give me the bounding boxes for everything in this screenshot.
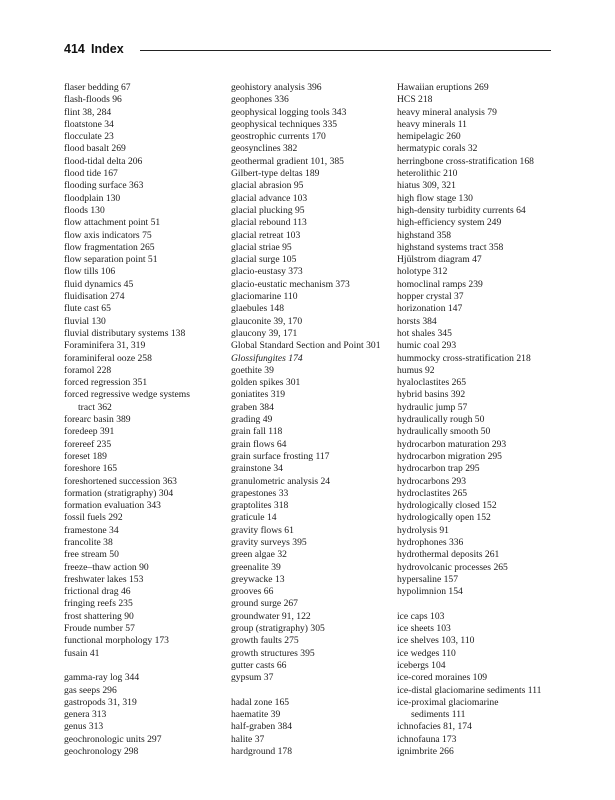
index-entry: flow axis indicators 75 xyxy=(64,229,152,241)
index-entry: ice-cored moraines 109 xyxy=(397,672,488,684)
index-entry: horizonation 147 xyxy=(397,303,463,315)
index-entry: glacial striae 95 xyxy=(231,241,292,253)
index-entry: growth faults 275 xyxy=(231,635,299,647)
index-entry: glacial abrasion 95 xyxy=(231,180,304,192)
index-entry: hydraulically smooth 50 xyxy=(397,426,491,438)
index-spacer xyxy=(231,685,399,697)
index-entry: fluid dynamics 45 xyxy=(64,278,134,290)
index-entry: formation (stratigraphy) 304 xyxy=(64,487,174,499)
index-entry: glaciomarine 110 xyxy=(231,291,298,303)
index-entry: hydrovolcanic processes 265 xyxy=(397,561,508,573)
index-entry: grainstone 34 xyxy=(231,463,283,475)
index-entry: golden spikes 301 xyxy=(231,377,301,389)
index-entry: freshwater lakes 153 xyxy=(64,573,144,585)
index-entry: half-graben 384 xyxy=(231,721,293,733)
index-entry: foraminiferal ooze 258 xyxy=(64,352,152,364)
index-entry: forereef 235 xyxy=(64,438,112,450)
index-entry: hyaloclastites 265 xyxy=(397,377,467,389)
index-entry: Hjülstrom diagram 47 xyxy=(397,254,482,266)
index-entry: green algae 32 xyxy=(231,549,287,561)
index-entry: homoclinal ramps 239 xyxy=(397,278,483,290)
index-entry: floodplain 130 xyxy=(64,192,121,204)
index-entry: tract 362 xyxy=(78,401,112,413)
index-entry: group (stratigraphy) 305 xyxy=(231,623,325,635)
index-entry: flocculate 23 xyxy=(64,131,114,143)
index-entry: gamma-ray log 344 xyxy=(64,672,140,684)
index-entry: gypsum 37 xyxy=(231,672,274,684)
index-entry: hydrologically open 152 xyxy=(397,512,491,524)
index-entry: glacio-eustatic mechanism 373 xyxy=(231,278,350,290)
index-entry: hermatypic corals 32 xyxy=(397,143,478,155)
index-entry: goniatites 319 xyxy=(231,389,286,401)
index-entry: fluvial 130 xyxy=(64,315,106,327)
index-entry: glacial surge 105 xyxy=(231,254,297,266)
index-entry: graticule 14 xyxy=(231,512,277,524)
index-entry: glacial retreat 103 xyxy=(231,229,301,241)
index-spacer xyxy=(397,598,572,610)
index-entry: icebergs 104 xyxy=(397,659,446,671)
index-entry: genera 313 xyxy=(64,709,107,721)
index-entry: formation evaluation 343 xyxy=(64,500,161,512)
index-entry: foreset 189 xyxy=(64,450,107,462)
index-entry: humus 92 xyxy=(397,364,435,376)
index-entry: francolite 38 xyxy=(64,536,113,548)
index-entry: functional morphology 173 xyxy=(64,635,169,647)
index-entry: floods 130 xyxy=(64,204,105,216)
index-entry: flood-tidal delta 206 xyxy=(64,155,143,167)
index-entry: grading 49 xyxy=(231,414,273,426)
index-entry: framestone 34 xyxy=(64,524,119,536)
index-entry: flute cast 65 xyxy=(64,303,111,315)
index-entry: herringbone cross-stratification 168 xyxy=(397,155,534,167)
page-title: Index xyxy=(91,42,124,56)
index-entry: glacial advance 103 xyxy=(231,192,308,204)
index-entry: hydrocarbon maturation 293 xyxy=(397,438,507,450)
index-entry: hadal zone 165 xyxy=(231,696,290,708)
index-entry: hypolimnion 154 xyxy=(397,586,463,598)
index-entry: hydrophones 336 xyxy=(397,536,464,548)
index-entry: ichnofacies 81, 174 xyxy=(397,721,472,733)
index-entry: forced regressive wedge systems xyxy=(64,389,191,401)
index-entry: Hawaiian eruptions 269 xyxy=(397,82,489,93)
index-entry: flood tide 167 xyxy=(64,168,118,180)
index-entry: ice wedges 110 xyxy=(397,647,456,659)
index-entry: high-efficiency system 249 xyxy=(397,217,502,229)
index-entry: flow attachment point 51 xyxy=(64,217,161,229)
index-entry: flint 38, 284 xyxy=(64,106,112,118)
index-entry: geothermal gradient 101, 385 xyxy=(231,155,344,167)
index-entry: flow fragmentation 265 xyxy=(64,241,155,253)
index-entry: geochronology 298 xyxy=(64,746,139,758)
index-entry: hiatus 309, 321 xyxy=(397,180,456,192)
index-entry: fusain 41 xyxy=(64,647,100,659)
index-entry: horsts 384 xyxy=(397,315,437,327)
index-entry: grain surface frosting 117 xyxy=(231,450,330,462)
index-column-2 xyxy=(231,82,399,758)
index-entry: foreshore 165 xyxy=(64,463,118,475)
index-entry: grain flows 64 xyxy=(231,438,287,450)
index-entry: fringing reefs 235 xyxy=(64,598,133,610)
index-entry: graptolites 318 xyxy=(231,500,289,512)
index-entry: geostrophic currents 170 xyxy=(231,131,326,143)
index-entry: hopper crystal 37 xyxy=(397,291,464,303)
index-entry: highstand 358 xyxy=(397,229,452,241)
index-entry: hybrid basins 392 xyxy=(397,389,466,401)
index-entry: grapestones 33 xyxy=(231,487,289,499)
index-entry: highstand systems tract 358 xyxy=(397,241,504,253)
index-entry: hummocky cross-stratification 218 xyxy=(397,352,531,364)
index-entry: gravity surveys 395 xyxy=(231,536,307,548)
index-entry: ice shelves 103, 110 xyxy=(397,635,475,647)
index-entry: hydrologically closed 152 xyxy=(397,500,497,512)
index-entry: forced regression 351 xyxy=(64,377,148,389)
header-rule xyxy=(140,50,551,51)
index-entry: flood basalt 269 xyxy=(64,143,126,155)
index-entry: Froude number 57 xyxy=(64,623,135,635)
index-entry: graben 384 xyxy=(231,401,274,413)
index-entry: geochronologic units 297 xyxy=(64,733,162,745)
index-entry: geophysical techniques 335 xyxy=(231,118,338,130)
index-entry: heavy mineral analysis 79 xyxy=(397,106,497,118)
index-entry: glauconite 39, 170 xyxy=(231,315,303,327)
index-entry: hydrolysis 91 xyxy=(397,524,449,536)
index-entry: flash-floods 96 xyxy=(64,94,122,106)
page-number: 414 xyxy=(64,42,85,56)
index-entry: grain fall 118 xyxy=(231,426,283,438)
index-entry: gutter casts 66 xyxy=(231,659,287,671)
index-entry: glacio-eustasy 373 xyxy=(231,266,303,278)
index-entry: ice caps 103 xyxy=(397,610,445,622)
index-spacer xyxy=(64,660,232,672)
index-entry: hydraulic jump 57 xyxy=(397,401,468,413)
index-entry: floatstone 34 xyxy=(64,118,114,130)
index-entry: hydrocarbon trap 295 xyxy=(397,463,480,475)
index-entry: HCS 218 xyxy=(397,94,433,106)
index-entry: humic coal 293 xyxy=(397,340,457,352)
page-header xyxy=(64,42,551,58)
index-entry: Glossifungites 174 xyxy=(231,352,303,364)
index-entry: ice-distal glaciomarine sediments 111 xyxy=(397,684,542,696)
index-entry: Foraminifera 31, 319 xyxy=(64,340,146,352)
index-entry: heterolithic 210 xyxy=(397,168,458,180)
index-entry: holotype 312 xyxy=(397,266,448,278)
index-entry: ignimbrite 266 xyxy=(397,746,454,758)
index-entry: Global Standard Section and Point 301 xyxy=(231,340,381,352)
index-entry: high-density turbidity currents 64 xyxy=(397,204,526,216)
index-entry: flaser bedding 67 xyxy=(64,82,131,93)
index-entry: foredeep 391 xyxy=(64,426,115,438)
index-entry: hot shales 345 xyxy=(397,327,452,339)
index-entry: sediments 111 xyxy=(411,709,466,721)
index-entry: foramol 228 xyxy=(64,364,112,376)
index-entry: halite 37 xyxy=(231,733,265,745)
index-entry: geosynclines 382 xyxy=(231,143,298,155)
index-entry: ice-proximal glaciomarine xyxy=(397,696,499,708)
index-entry: gas seeps 296 xyxy=(64,684,117,696)
index-entry: granulometric analysis 24 xyxy=(231,475,331,487)
index-entry: growth structures 395 xyxy=(231,647,315,659)
index-entry: geophysical logging tools 343 xyxy=(231,106,347,118)
index-entry: geohistory analysis 396 xyxy=(231,82,322,93)
index-entry: ichnofauna 173 xyxy=(397,733,457,745)
index-entry: freeze–thaw action 90 xyxy=(64,561,149,573)
index-entry: hydrocarbons 293 xyxy=(397,475,467,487)
index-column-1 xyxy=(64,82,232,758)
index-entry: hypersaline 157 xyxy=(397,573,459,585)
index-entry: grooves 66 xyxy=(231,586,274,598)
index-entry: glacial rebound 113 xyxy=(231,217,307,229)
index-entry: frost shattering 90 xyxy=(64,610,134,622)
index-entry: greywacke 13 xyxy=(231,573,285,585)
index-entry: frictional drag 46 xyxy=(64,586,131,598)
index-entry: haematite 39 xyxy=(231,709,281,721)
index-entry: hemipelagic 260 xyxy=(397,131,461,143)
index-entry: geophones 336 xyxy=(231,94,289,106)
index-entry: fluvial distributary systems 138 xyxy=(64,327,186,339)
index-entry: free stream 50 xyxy=(64,549,119,561)
index-entry: heavy minerals 11 xyxy=(397,118,467,130)
index-column-3 xyxy=(397,82,572,758)
index-entry: high flow stage 130 xyxy=(397,192,473,204)
index-entry: hydrocarbon migration 295 xyxy=(397,450,502,462)
index-entry: glaebules 148 xyxy=(231,303,285,315)
index-entry: hardground 178 xyxy=(231,746,293,758)
index-entry: glacial plucking 95 xyxy=(231,204,305,216)
index-entry: glaucony 39, 171 xyxy=(231,327,298,339)
index-entry: genus 313 xyxy=(64,721,104,733)
index-entry: forearc basin 389 xyxy=(64,414,131,426)
index-entry: hydraulically rough 50 xyxy=(397,414,485,426)
index-entry: flow separation point 51 xyxy=(64,254,158,266)
index-entry: hydroclastites 265 xyxy=(397,487,468,499)
index-entry: ground surge 267 xyxy=(231,598,298,610)
index-entry: flow tills 106 xyxy=(64,266,116,278)
index-entry: Gilbert-type deltas 189 xyxy=(231,168,320,180)
index-entry: flooding surface 363 xyxy=(64,180,144,192)
index-entry: groundwater 91, 122 xyxy=(231,610,311,622)
index-entry: gastropods 31, 319 xyxy=(64,696,137,708)
index-entry: fluidisation 274 xyxy=(64,291,125,303)
index-entry: hydrothermal deposits 261 xyxy=(397,549,500,561)
index-entry: fossil fuels 292 xyxy=(64,512,123,524)
index-entry: greenalite 39 xyxy=(231,561,281,573)
index-entry: goethite 39 xyxy=(231,364,274,376)
index-entry: ice sheets 103 xyxy=(397,623,451,635)
index-entry: foreshortened succession 363 xyxy=(64,475,177,487)
index-entry: gravity flows 61 xyxy=(231,524,294,536)
